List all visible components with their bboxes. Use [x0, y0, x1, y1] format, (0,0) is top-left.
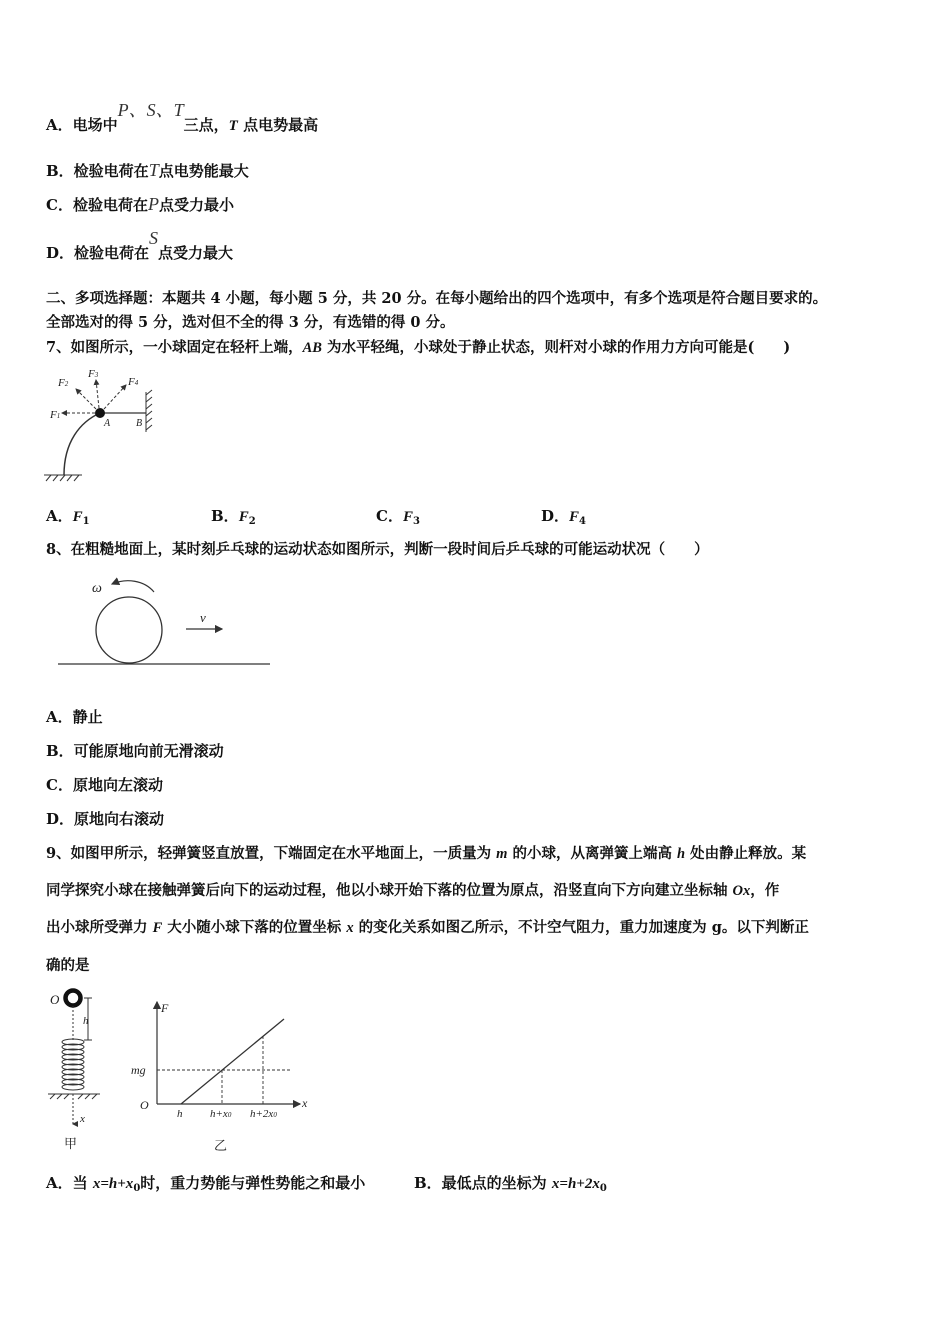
q8-omega-arrow [112, 581, 154, 592]
q7-c-f: F [402, 509, 413, 525]
q9b-h2x0-tick: h+2x0 [250, 1108, 277, 1120]
q9-l1-m: m [496, 846, 508, 862]
q7-a-f: F [72, 509, 83, 525]
q9-l3-a: 出小球所受弹力 [46, 919, 153, 936]
q7-b-label: B． [211, 507, 239, 525]
q9-l3-c: 的变化关系如图乙所示，不计空气阻力，重力加速度为 g。以下判断正 [353, 919, 809, 936]
section2-line1: 二、多项选择题：本题共 4 小题，每小题 5 分，共 20 分。在每小题给出的四个选项中，有多个选项是符合题目要求的。 [46, 290, 828, 307]
q9a-caption: 甲 [64, 1137, 78, 1152]
q7-rod [64, 413, 100, 475]
q9-a-label: A．当 [46, 1174, 93, 1192]
q6-d-text: D．检验电荷在 [46, 244, 150, 262]
q6-option-d [46, 228, 234, 263]
q9-b-expr: x=h+2x [551, 1176, 600, 1192]
q7-b-sub: 2 [248, 516, 256, 527]
q9b-h-tick: h [177, 1108, 183, 1120]
q6-a-symbols: P、S、T [117, 100, 184, 120]
q9-b-sub: 0 [599, 1183, 607, 1194]
q9-stem-line2 [46, 881, 779, 901]
q9a-spring [62, 1039, 84, 1090]
q7-wall [146, 390, 152, 432]
q6-a-post: 三点， [183, 116, 229, 134]
q7-a-label: A． [46, 507, 73, 525]
q9b-mg-label: mg [131, 1063, 146, 1077]
q7-d-f: F [569, 509, 580, 525]
q7-stem [46, 338, 790, 358]
q9b-caption: 乙 [214, 1139, 228, 1154]
q7-arrow-f3 [96, 380, 99, 408]
q8-v-label: v [200, 610, 206, 625]
q8-omega-label: ω [92, 581, 102, 596]
q8-figure [54, 572, 274, 672]
q9-figure-a [44, 986, 114, 1131]
q7-option-d [541, 506, 586, 532]
q7-arrow-f2 [76, 389, 96, 409]
q9a-ground [48, 1094, 100, 1099]
q9b-x-label: x [302, 1096, 308, 1110]
q6-b-post: 点电势能最大 [158, 162, 249, 180]
q6-c-text: C．检验电荷在 [46, 196, 148, 214]
q9b-hx0-tick: h+x0 [210, 1108, 232, 1120]
q7-c-sub: 3 [412, 516, 420, 527]
q8-option-b: B．可能原地向前无滑滚动 [46, 742, 224, 760]
q9-option-a [46, 1173, 365, 1199]
q6-a-post2: 点电势最高 [237, 116, 319, 134]
q7-a-sub: 1 [82, 516, 90, 527]
q9b-f-label: F [161, 1001, 169, 1015]
q6-d-post: 点受力最大 [158, 244, 234, 262]
q7-stem-post: 为水平轻绳，小球处于静止状态，则杆对小球的作用力方向可能是( ) [321, 339, 791, 356]
q7-figure [40, 362, 170, 487]
q7-option-b [211, 506, 256, 532]
q9b-origin-label: O [140, 1098, 149, 1112]
q9b-graph-line [181, 1019, 284, 1104]
q7-arrow-f4 [104, 385, 126, 409]
q9a-ball [66, 991, 81, 1006]
section2-line2: 全部选对的得 5 分，选对但不全的得 3 分，有选错的得 0 分。 [46, 314, 455, 331]
q8-ball [96, 597, 162, 663]
q7-option-a [46, 506, 90, 532]
q9-l1-b: 的小球，从离弹簧上端高 [507, 845, 678, 862]
q7-label-b: B [136, 418, 143, 429]
q7-stem-ab: AB [302, 340, 322, 356]
q7-label-f2: F2 [58, 377, 69, 389]
q7-option-c [376, 506, 420, 532]
q9-a-post: 时，重力势能与弹性势能之和最小 [140, 1174, 366, 1192]
q9-option-b [414, 1173, 607, 1199]
q9-stem-line3 [46, 918, 809, 938]
q6-c-post: 点受力最小 [158, 196, 234, 214]
q9a-x-label: x [80, 1113, 85, 1125]
q6-option-a [46, 100, 319, 136]
q8-stem: 8、在粗糙地面上，某时刻乒乓球的运动状态如图所示，判断一段时间后乒乓球的可能运动状况（ ） [46, 541, 709, 558]
q7-ground [44, 475, 82, 481]
q9-l3-x: x [346, 920, 354, 936]
q7-d-sub: 4 [579, 516, 586, 527]
q6-option-b [46, 160, 249, 181]
q9-l2-a: 同学探究小球在接触弹簧后向下的运动过程，他以小球开始下落的位置为原点，沿竖直向下方向建立坐标轴 [46, 882, 733, 899]
q9-stem-line4: 确的是 [46, 957, 90, 974]
q6-c-symbol: P [147, 194, 159, 214]
q6-b-text: B．检验电荷在 [46, 162, 149, 180]
q9a-origin-label: O [50, 992, 60, 1007]
q7-b-f: F [238, 509, 249, 525]
q9-l2-b: ，作 [750, 882, 780, 899]
q6-a-t: T [228, 118, 238, 134]
q7-stem-pre: 7、如图所示，一小球固定在轻杆上端， [46, 339, 303, 356]
q6-option-c [46, 194, 234, 215]
q9-a-expr: x=h+x [92, 1176, 134, 1192]
q9-a-sub: 0 [133, 1183, 141, 1194]
q9-l1-a: 9、如图甲所示，轻弹簧竖直放置，下端固定在水平地面上，一质量为 [46, 845, 497, 862]
q7-label-f1: F1 [50, 409, 61, 421]
q7-ball [95, 408, 105, 418]
q8-option-a: A．静止 [46, 708, 103, 726]
q9-l1-c: 处由静止释放。某 [685, 845, 807, 862]
q7-d-label: D． [541, 507, 570, 525]
q9-stem-line1 [46, 844, 806, 864]
q6-a-text: A．电场中 [46, 116, 118, 134]
q6-d-symbol: S [149, 228, 159, 248]
q6-b-symbol: T [148, 160, 159, 180]
q8-option-d: D．原地向右滚动 [46, 810, 165, 828]
q9-b-label: B．最低点的坐标为 [414, 1174, 552, 1192]
q8-option-c: C．原地向左滚动 [46, 776, 163, 794]
q9-l2-ox: Ox [732, 883, 751, 899]
q7-c-label: C． [376, 507, 403, 525]
q9-figure-b [128, 998, 318, 1124]
q9-l3-f: F [152, 920, 163, 936]
q7-label-f4: F4 [128, 376, 139, 388]
q7-label-f3: F3 [88, 368, 99, 380]
q9-l3-b: 大小随小球下落的位置坐标 [162, 919, 347, 936]
q9-l1-h: h [677, 846, 686, 862]
q7-label-a: A [104, 418, 111, 429]
q9a-h-label: h [83, 1015, 89, 1027]
